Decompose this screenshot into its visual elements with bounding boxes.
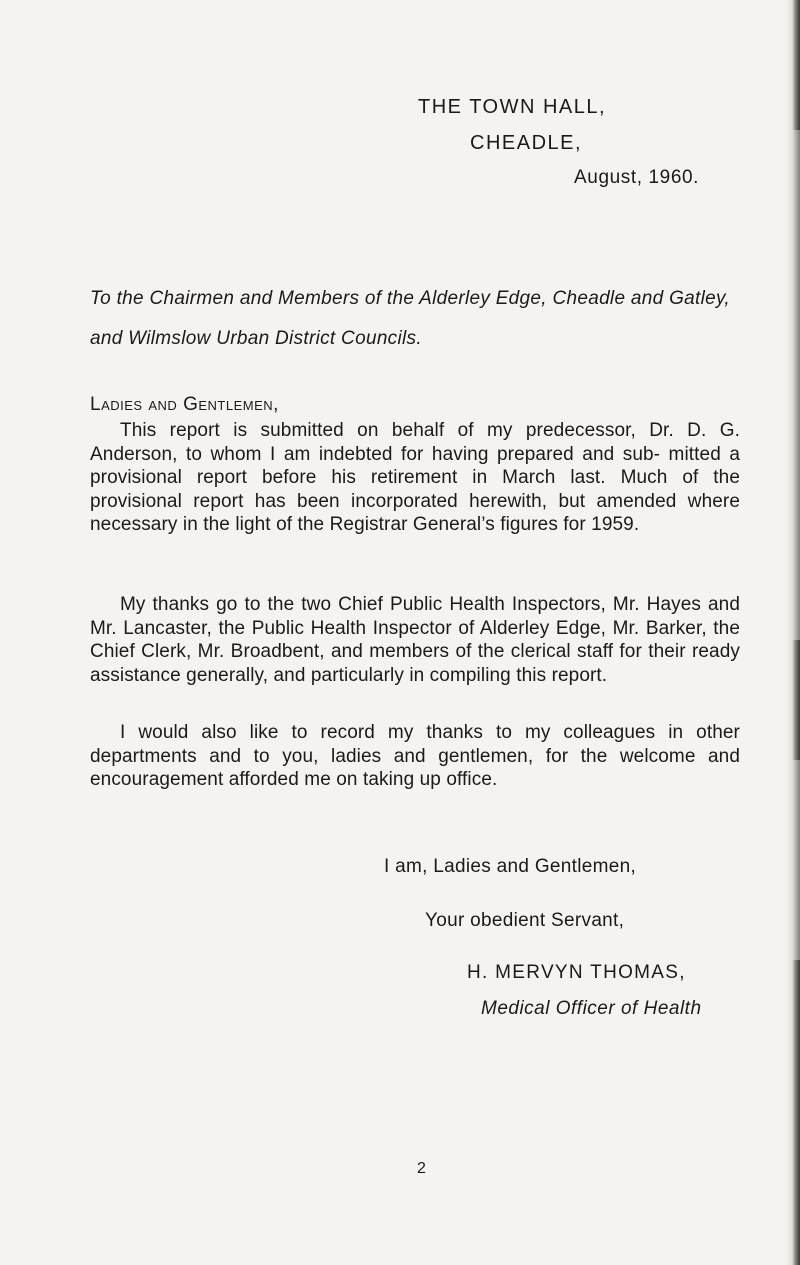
- closing-line-1: I am, Ladies and Gentlemen,: [384, 856, 637, 877]
- page-edge-dark-top: [792, 0, 800, 130]
- closing-line-2: Your obedient Servant,: [425, 910, 625, 931]
- addressee: To the Chairmen and Members of the Alderley Edge, Cheadle and Gatley, and Wilmslow Urban District Councils.: [90, 288, 730, 349]
- address-line-2: CHEADLE,: [470, 132, 583, 154]
- letter-date: August, 1960.: [574, 167, 700, 188]
- signatory-title: Medical Officer of Health: [481, 998, 702, 1019]
- address-line-1: THE TOWN HALL,: [418, 96, 607, 118]
- page-edge-dark-middle: [792, 640, 800, 760]
- signatory-name: H. MERVYN THOMAS,: [467, 962, 686, 983]
- body-paragraph-3: [90, 721, 740, 792]
- body-paragraph-1-text: This report is submitted on behalf of my predecessor, Dr. D. G. Anderson, to whom I am indebted for having prepared and sub- mitted a provisional report before his retirement in March last. Much of the provisional report has been incorporated herewith, but amended where necessary in the light of the Registrar General’s figures for 1959.: [90, 420, 740, 535]
- body-paragraph-2-text: My thanks go to the two Chief Public Health Inspectors, Mr. Hayes and Mr. Lancaster, the Public Health Inspector of Alderley Edge, Mr. Barker, the Chief Clerk, Mr. Broadbent, and members of the clerical staff for their ready assistance generally, and particularly in compiling this report.: [90, 594, 740, 686]
- page-edge-dark-bottom: [792, 960, 800, 1265]
- body-paragraph-2: [90, 593, 740, 687]
- body-paragraph-3-text: I would also like to record my thanks to my colleagues in other departments and to you, ladies and gentlemen, for the welcome and encouragement afforded me on taking up office.: [90, 722, 740, 790]
- greeting: Ladies and Gentlemen,: [90, 394, 279, 415]
- body-paragraph-1: [90, 419, 740, 537]
- page-number: 2: [417, 1160, 426, 1177]
